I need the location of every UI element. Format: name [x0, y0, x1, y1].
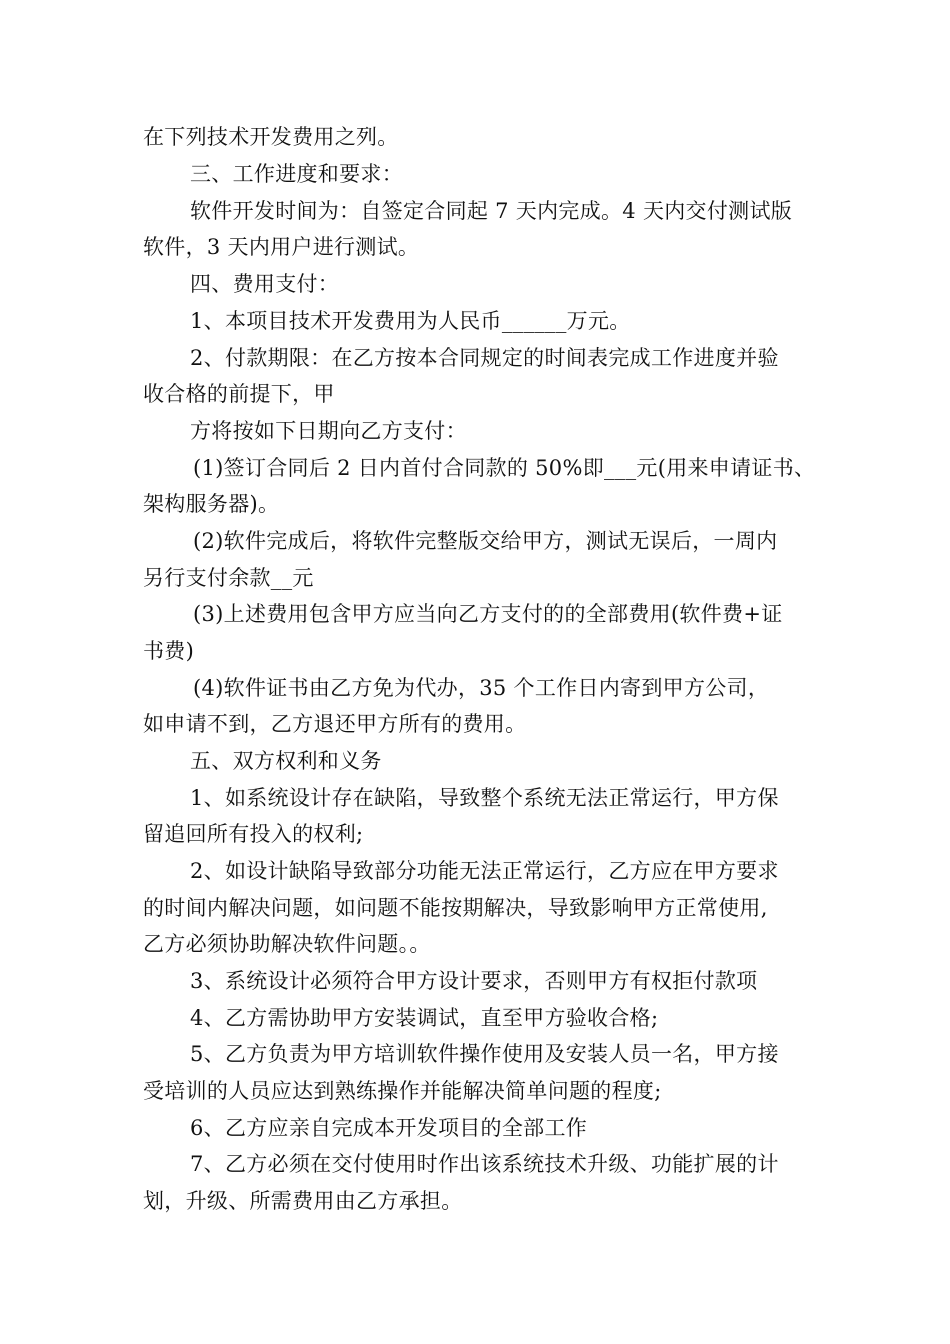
paragraph-line: (1)签订合同后 2 日内首付合同款的 50%即___元(用来申请证书、 — [193, 456, 816, 480]
section-heading-rights: 五、双方权利和义务 — [190, 749, 382, 773]
paragraph-line: (2)软件完成后，将软件完整版交给甲方，测试无误后，一周内 — [193, 529, 778, 553]
paragraph-line: (4)软件证书由乙方免为代办，35 个工作日内寄到甲方公司， — [193, 676, 770, 700]
paragraph-line: 6、乙方应亲自完成本开发项目的全部工作 — [190, 1116, 588, 1140]
paragraph-line: 乙方必须协助解决软件问题。。 — [143, 932, 431, 956]
paragraph-line: 2、如设计缺陷导致部分功能无法正常运行，乙方应在甲方要求 — [190, 859, 779, 883]
paragraph-line: 在下列技术开发费用之列。 — [143, 125, 399, 149]
paragraph-line: 5、乙方负责为甲方培训软件操作使用及安装人员一名，甲方接 — [190, 1042, 779, 1066]
paragraph-line: 划，升级、所需费用由乙方承担。 — [143, 1189, 463, 1213]
paragraph-line: 1、本项目技术开发费用为人民币______万元。 — [190, 309, 631, 333]
section-heading-payment: 四、费用支付： — [190, 272, 340, 296]
section-heading-schedule: 三、工作进度和要求： — [190, 162, 403, 186]
paragraph-line: 书费) — [143, 639, 195, 663]
paragraph-line: 架构服务器)。 — [143, 492, 280, 516]
paragraph-line: 受培训的人员应达到熟练操作并能解决简单问题的程度; — [143, 1079, 662, 1103]
paragraph-line: (3)上述费用包含甲方应当向乙方支付的的全部费用(软件费+证 — [193, 602, 783, 626]
paragraph-line: 4、乙方需协助甲方安装调试，直至甲方验收合格; — [190, 1006, 659, 1030]
paragraph-line: 留追回所有投入的权利; — [143, 822, 364, 846]
paragraph-line: 软件开发时间为：自签定合同起 7 天内完成。4 天内交付测试版 — [190, 199, 793, 223]
paragraph-line: 如申请不到，乙方退还甲方所有的费用。 — [143, 712, 527, 736]
paragraph-line: 的时间内解决问题，如问题不能按期解决，导致影响甲方正常使用, — [143, 896, 768, 920]
paragraph-line: 7、乙方必须在交付使用时作出该系统技术升级、功能扩展的计 — [190, 1152, 779, 1176]
paragraph-line: 方将按如下日期向乙方支付： — [190, 419, 467, 443]
paragraph-line: 1、如系统设计存在缺陷，导致整个系统无法正常运行，甲方保 — [190, 786, 779, 810]
paragraph-line: 3、系统设计必须符合甲方设计要求，否则甲方有权拒付款项 — [190, 969, 758, 993]
paragraph-line: 软件，3 天内用户进行测试。 — [143, 235, 420, 259]
paragraph-line: 另行支付余款__元 — [143, 566, 314, 590]
paragraph-line: 收合格的前提下，甲 — [143, 382, 335, 406]
paragraph-line: 2、付款期限：在乙方按本合同规定的时间表完成工作进度并验 — [190, 346, 779, 370]
